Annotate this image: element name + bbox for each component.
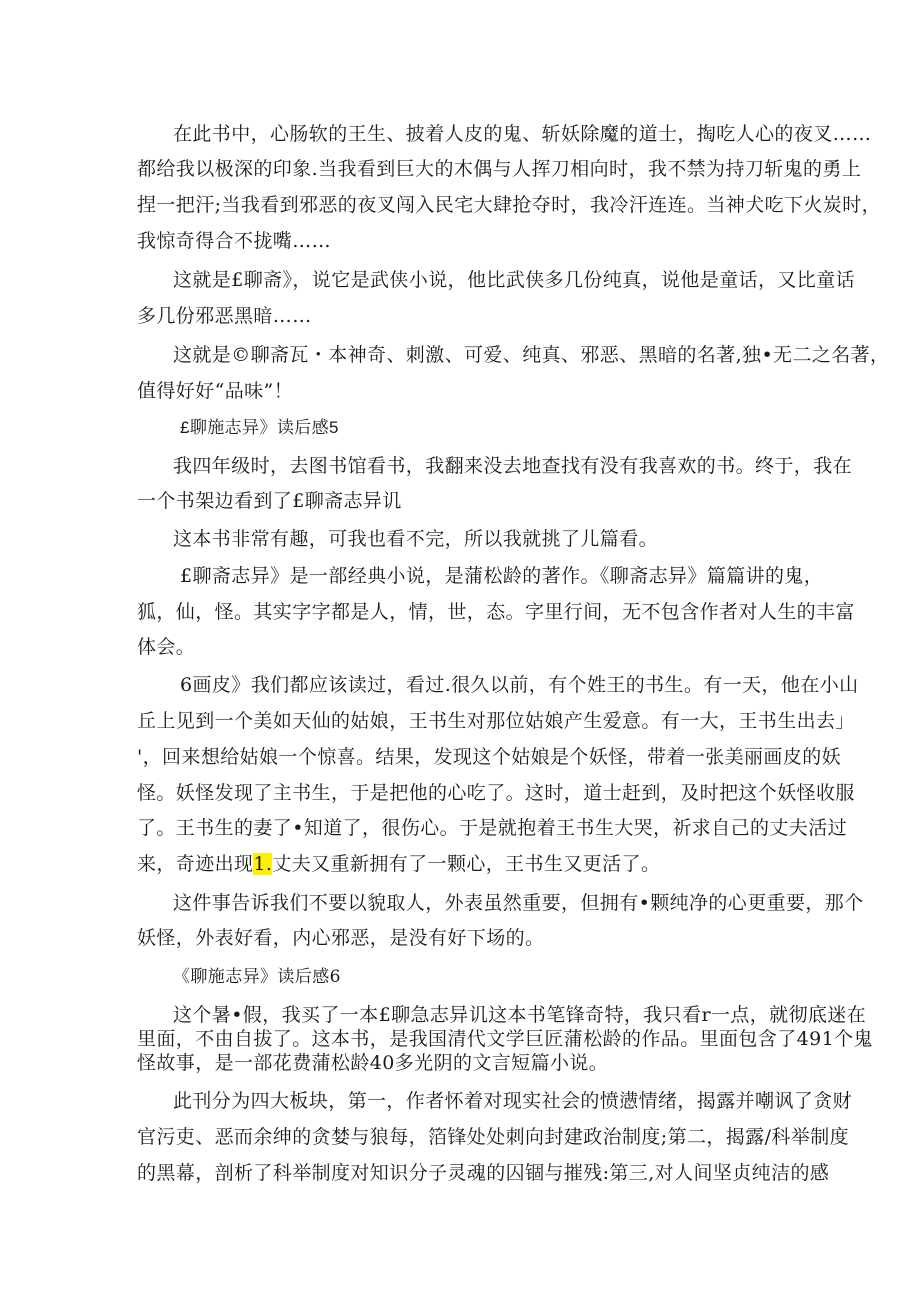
paragraph-line: 这就是©聊斋瓦・本神奇、刺激、可爱、纯真、邪恶、黑暗的名著,独•无二之名著， <box>173 344 890 366</box>
highlighted-text: 1. <box>253 853 273 875</box>
paragraph-line: 这个暑•假，我买了一本£聊急志异讥这本书笔锋奇特，我只看r一点，就彻底迷在 <box>173 1004 867 1026</box>
paragraph-line: 妖怪，外表好看，内心邪恶，是没有好下场的。 <box>137 927 545 949</box>
section-heading: £聊施志异》读后感5 <box>180 418 339 437</box>
paragraph-line: 这件事告诉我们不要以貌取人，外表虽然重要，但拥有•颗纯净的心更重要，那个 <box>173 892 864 914</box>
paragraph-line: 捏一把汗;当我看到邪恶的夜叉闯入民宅大肆抢夺时，我冷汗连连。当神犬吃下火炭时， <box>137 194 882 216</box>
paragraph-line: 一个书架边看到了£聊斋志异讥 <box>137 490 402 512</box>
paragraph-line: 在此书中，心肠软的王生、披着人皮的鬼、斩妖除魔的道士，掏吃人心的夜叉…… <box>173 123 872 145</box>
paragraph-line: 里面，不由自拔了。这本书，是我国清代文学巨匠蒲松龄的作品。里面包含了491个鬼 <box>137 1028 873 1050</box>
paragraph-line: 6画皮》我们都应该读过，看过.很久以前，有个姓王的书生。有一天，他在小山 <box>180 674 859 696</box>
paragraph-line: 值得好好“品味”！ <box>137 380 294 402</box>
paragraph-line: 都给我以极深的印象.当我看到巨大的木偶与人挥刀相向时，我不禁为持刀斩鬼的勇上 <box>137 158 862 180</box>
paragraph-line: 多几份邪恶黑暗…… <box>137 305 312 327</box>
paragraph-line: 这就是£聊斋》，说它是武侠小说，他比武侠多几份纯真，说他是童话，又比童话 <box>173 269 855 291</box>
paragraph-line: £聊斋志异》是一部经典小说，是蒲松龄的著作。《聊斋志异》篇篇讲的鬼， <box>180 565 824 587</box>
paragraph-line: 了。王书生的妻了•知道了，很伤心。于是就抱着王书生大哭，祈求自己的丈夫活过 <box>137 817 848 839</box>
paragraph-line: 丘上见到一个美如天仙的姑娘，王书生对那位姑娘产生爱意。有一大，王书生出去」 <box>137 710 855 732</box>
paragraph-line: 此刊分为四大板块，第一，作者怀着对现实社会的愤懑情绪，揭露并嘲讽了贪财 <box>173 1090 853 1112</box>
paragraph-line: 官污吏、恶而余绅的贪婪与狼每，箔锋处处刺向封建政治制度;第二，揭露/科举制度 <box>137 1126 850 1148</box>
paragraph-line: 体会。 <box>137 636 196 658</box>
paragraph-line: 这本书非常有趣，可我也看不完，所以我就挑了儿篇看。 <box>173 528 659 550</box>
line-text: 来，奇迹出现 <box>137 853 254 875</box>
paragraph-line: 狐，仙，怪。其实字字都是人，情，世，态。字里行间，无不包含作者对人生的丰富 <box>137 601 855 623</box>
paragraph-line: 我四年级时，去图书馆看书，我翻来没去地查找有没有我喜欢的书。终于，我在 <box>173 455 853 477</box>
section-heading: 《聊施志异》读后感6 <box>173 967 341 987</box>
paragraph-line <box>137 852 660 876</box>
paragraph-line: 我惊奇得合不拢嘴…… <box>137 230 332 252</box>
paragraph-line: 的黑幕，剖析了科举制度对知识分子灵魂的囚锢与摧残:第三,对人间坚贞纯洁的感 <box>137 1162 830 1184</box>
paragraph-line: 怪。妖怪发现了主书生，于是把他的心吃了。这时，道士赶到，及时把这个妖怪收服 <box>137 782 855 804</box>
line-text: 丈夫又重新拥有了一颗心，王书生又更活了。 <box>272 853 661 875</box>
paragraph-line: 怪故事，是一部花费蒲松龄40多光阴的文言短篇小说。 <box>137 1052 609 1074</box>
paragraph-line: '，回来想给姑娘一个惊喜。结果，发现这个姑娘是个妖怪，带着一张美丽画皮的妖 <box>137 746 842 768</box>
